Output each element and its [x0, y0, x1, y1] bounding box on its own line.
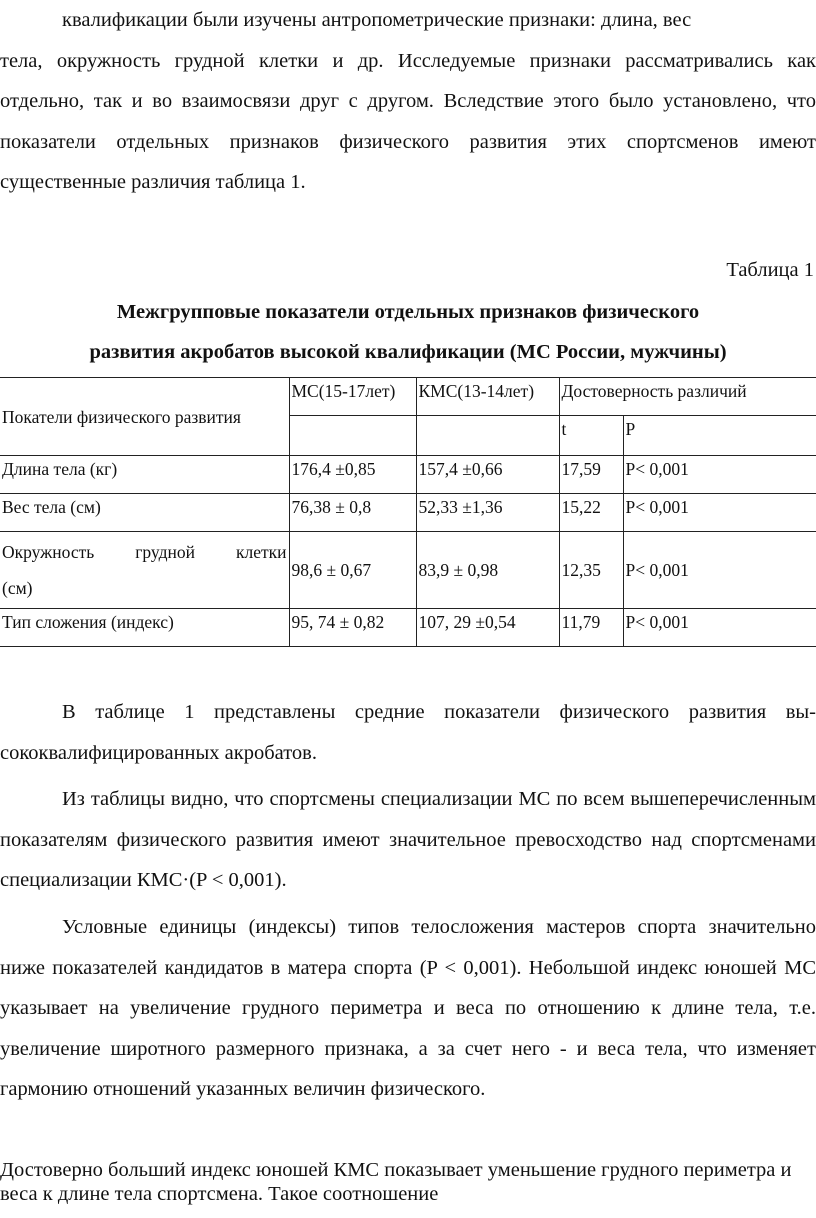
row-t: 11,79 — [559, 609, 623, 647]
body-paragraph-2: Из таблицы видно, что спортсмены специализации МС по всем вышеперечисленным показателям физического развития имеют значительное превосходство над спортсменами специализации КМС·(P < 0,001). — [0, 788, 816, 891]
table-header-row — [0, 378, 816, 416]
row-t: 12,35 — [559, 532, 623, 609]
table-title — [0, 292, 816, 372]
header-kms: КМС(13-14лет) — [416, 378, 559, 416]
row-name: Тип сложения (индекс) — [0, 609, 289, 647]
row-kms: 83,9 ± 0,98 — [416, 532, 559, 609]
row-t: 15,22 — [559, 494, 623, 532]
row-name: Длина тела (кг) — [0, 456, 289, 494]
header-ms-empty — [289, 416, 416, 456]
row-kms: 107, 29 ±0,54 — [416, 609, 559, 647]
table-row — [0, 609, 816, 647]
header-significance: Достоверность различий — [559, 378, 816, 416]
header-ms: МС(15-17лет) — [289, 378, 416, 416]
row-ms: 176,4 ±0,85 — [289, 456, 416, 494]
intro-paragraph — [0, 0, 816, 203]
body-paragraph-4: Достоверно больший индекс юношей КМС показывает уменьшение грудного периметра и веса к длине тела спортсмена. Такое соотношение — [0, 1159, 792, 1205]
header-indicator: Покатели физического развития — [0, 378, 289, 456]
row-kms: 52,33 ±1,36 — [416, 494, 559, 532]
table-row — [0, 456, 816, 494]
table-row — [0, 494, 816, 532]
intro-first-line: квалификации были изучены антропометрические признаки: длина, вес — [62, 9, 692, 31]
row-p: P< 0,001 — [623, 456, 816, 494]
row-p: P< 0,001 — [623, 609, 816, 647]
table-label: Таблица 1 — [726, 259, 814, 281]
header-p: P — [623, 416, 816, 456]
intro-rest: тела, окружность грудной клетки и др. Исследуемые признаки рассматривались как отдельно, так и во взаимосвязи друг с другом. Вследствие этого было установлено, что показатели отдельных признаков физического развития этих спортсменов имеют существенные различия таблица 1. — [0, 49, 816, 193]
body-paragraph-1: В таблице 1 представлены средние показатели физического развития вы-сококвалифицированных акробатов. — [0, 701, 816, 764]
table-title-line-2: развития акробатов высокой квалификации (МС России, мужчины) — [89, 341, 727, 363]
row-name-line-2: (см) — [2, 578, 33, 598]
header-t: t — [559, 416, 623, 456]
row-p: P< 0,001 — [623, 494, 816, 532]
row-ms: 76,38 ± 0,8 — [289, 494, 416, 532]
row-ms: 95, 74 ± 0,82 — [289, 609, 416, 647]
row-kms: 157,4 ±0,66 — [416, 456, 559, 494]
table-row — [0, 532, 816, 609]
row-name: Вес тела (см) — [0, 494, 289, 532]
row-name — [0, 532, 289, 609]
body-paragraph-3: Условные единицы (индексы) типов телосложения мастеров спорта значительно ниже показателей кандидатов в матера спорта (P < 0,001). Небольшой индекс юношей МС указывает на увеличение грудного периметра и веса по отношению к длине тела, т.е. увеличение широтного размерного признака, а за счет него - и веса тела, что изменяет гармонию отношений указанных величин физического. — [0, 916, 816, 1100]
row-ms: 98,6 ± 0,67 — [289, 532, 416, 609]
row-t: 17,59 — [559, 456, 623, 494]
physical-development-table — [0, 377, 816, 647]
row-p: P< 0,001 — [623, 532, 816, 609]
header-kms-empty — [416, 416, 559, 456]
row-name-line-1: Окружность грудной клетки — [2, 542, 287, 562]
table-title-line-1: Межгрупповые показатели отдельных признаков физического — [116, 301, 700, 323]
